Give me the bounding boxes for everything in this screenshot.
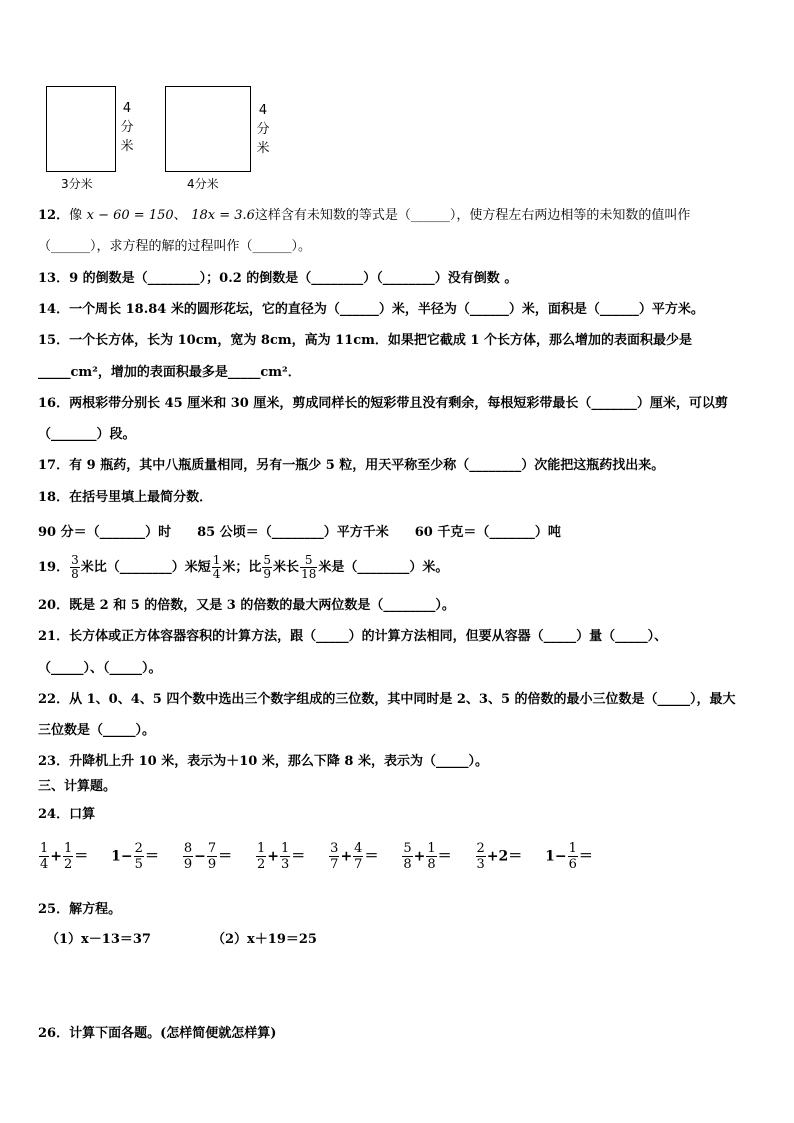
q12-sep: 、 [173,208,187,223]
q12-equation-1: x − 60 = 150 [86,208,174,223]
calc-item-1: $\frac{1}{4}$ + $\frac{1}{2}$ ＝ [40,841,89,872]
question-15-line-1: 15．一个长方体，长为 10cm，宽为 8cm，高为 11cm．如果把它截成 1 个长方体，那么增加的表面积最少是 [38,333,693,348]
question-25-title: 25．解方程。 [38,902,122,917]
question-16-line-2: （_______）段。 [38,427,136,442]
question-12-line-1 [38,207,690,225]
question-22-line-1: 22．从 1、0、4、5 四个数中选出三个数字组成的三位数，其中同时是 2、3、5 的倍数的最小三位数是（_____），最大 [38,692,736,707]
rectangle-1-bottom-label: 3分米 [61,177,93,191]
rectangle-2-side-label: 4 分 米 [256,103,270,156]
calc-item-6: $\frac{5}{8}$ + $\frac{1}{8}$ ＝ [403,841,452,872]
question-16-line-1: 16．两根彩带分别长 45 厘米和 30 厘米，剪成同样长的短彩带且没有剩余，每根短彩带最长（_______）厘米，可以剪 [38,396,728,411]
question-14: 14．一个周长 18.84 米的圆形花坛，它的直径为（______）米，半径为（______）米，面积是（______）平方米。 [38,302,704,317]
q19-text-4: 米是（________）米。 [318,560,449,575]
q19-number: 19． [38,560,70,575]
rectangle-figure-2 [165,86,251,172]
question-13: 13．9 的倒数是（________）；0.2 的倒数是（________）（________）没有倒数 。 [38,271,518,286]
calc-item-2: 1− $\frac{2}{5}$ ＝ [111,841,159,872]
calc-item-8: 1− $\frac{1}{6}$ ＝ [545,841,593,872]
question-21-line-1: 21．长方体或正方体容器容积的计算方法，跟（_____）的计算方法相同，但要从容器（_____）量（_____）、 [38,629,668,644]
question-20: 20．既是 2 和 5 的倍数，又是 3 的倍数的最大两位数是（________）。 [38,598,455,613]
calc-item-5: $\frac{3}{7}$ + $\frac{4}{7}$ ＝ [330,841,379,872]
rectangle-figure-1 [46,86,116,172]
question-24-title: 24．口算 [38,807,96,822]
q12-text-1: 这样含有未知数的等式是（______），使方程左右两边相等的未知数的值叫作 [254,208,691,223]
question-21-line-2: （_____）、（_____）。 [38,661,162,676]
q19-text-1: 米比（________）米短 [80,560,211,575]
q19-text-2: 米；比 [222,560,262,575]
question-23: 23．升降机上升 10 米，表示为＋10 米，那么下降 8 米，表示为（_____）。 [38,754,488,769]
section-3-heading: 三、计算题。 [38,779,117,794]
question-26: 26．计算下面各题。(怎样简便就怎样算) [38,1026,277,1041]
question-18-line-1: 18．在括号里填上最简分数． [38,490,213,505]
rectangle-2-bottom-label: 4分米 [187,177,219,191]
question-22-line-2: 三位数是（_____）。 [38,723,156,738]
question-25-equation-2: （2）x＋19＝25 [212,932,317,947]
question-17: 17．有 9 瓶药，其中八瓶质量相同，另有一瓶少 5 粒，用天平称至少称（________）次能把这瓶药找出来。 [38,458,665,473]
question-15-line-2: _____cm²，增加的表面积最多是_____cm²． [38,365,301,380]
rectangle-1-side-label: 4 分 米 [120,101,134,154]
question-25-equation-1: （1）x－13＝37 [46,932,151,947]
oral-calculation-row [38,841,611,872]
q19-text-3: 米长 [273,560,300,575]
question-12-line-2: （______），求方程的解的过程叫作（______）。 [38,239,312,254]
q19-fraction-3: $\frac{5}{9}$ [263,553,272,581]
question-18-line-2: 90 分＝（_______）时 85 公顷＝（________）平方千米 60 千克＝（_______）吨 [38,525,561,540]
calc-item-4: $\frac{1}{2}$ + $\frac{1}{3}$ ＝ [256,841,306,872]
q19-fraction-2: $\frac{1}{4}$ [212,553,221,581]
q12-pre: 像 [69,208,83,223]
q12-number: 12． [38,208,70,223]
q19-fraction-1: $\frac{3}{8}$ [71,553,79,581]
q19-fraction-4: $\frac{5}{18}$ [301,553,317,581]
calc-item-3: $\frac{8}{9}$ − $\frac{7}{9}$ ＝ [183,841,233,872]
q12-equation-2: 18x = 3.6 [191,208,255,223]
calc-item-7: $\frac{2}{3}$ +2＝ [476,841,523,872]
question-19 [38,553,448,583]
